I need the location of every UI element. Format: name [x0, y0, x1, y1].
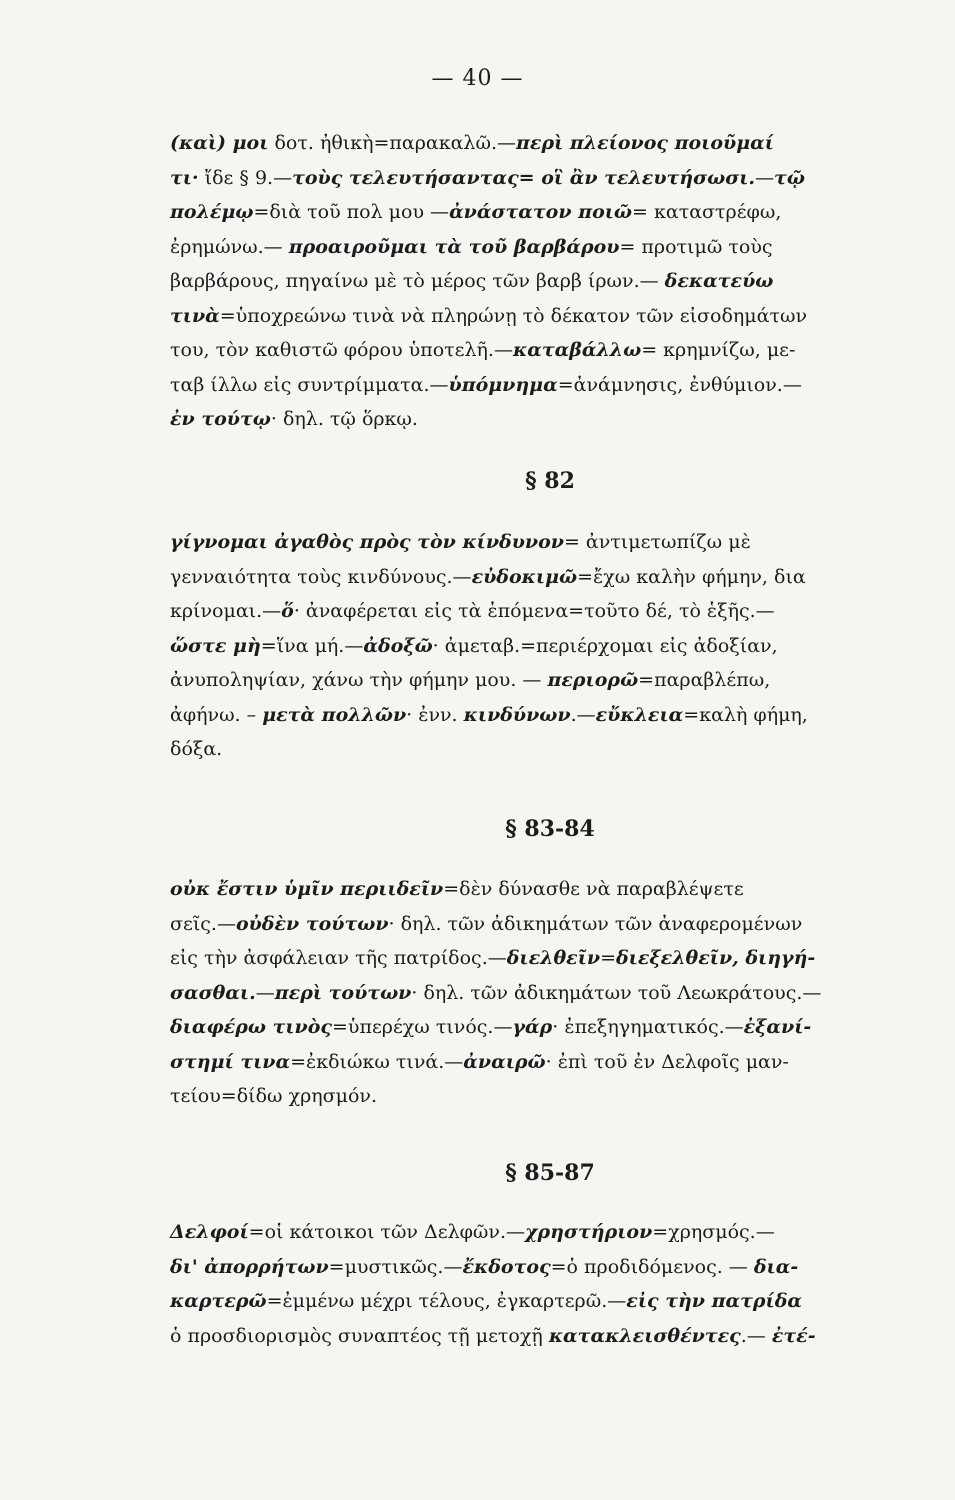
lemma-text: ἐτέ-	[771, 1324, 816, 1347]
lemma-text: εὐδοκιμῶ	[471, 565, 578, 588]
gloss-text: =παραβλέπω,	[638, 669, 771, 691]
gloss-text: του, τὸν καθιστῶ φόρου ὑποτελῆ.—	[170, 339, 513, 361]
lemma-text: εὔκλεια	[595, 703, 684, 726]
gloss-text: —	[255, 981, 275, 1004]
section-heading-82: § 82	[525, 468, 575, 494]
lemma-text: γάρ	[512, 1016, 553, 1038]
line	[170, 669, 770, 691]
line	[170, 132, 774, 154]
gloss-text: ταβ ίλλω εἰς συντρίμματα.—	[170, 373, 449, 396]
line	[170, 982, 821, 1004]
lemma-text: γίγνομαι ἀγαθὸς πρὸς τὸν κίνδυνον	[170, 531, 564, 553]
lemma-text: περιορῶ	[547, 669, 639, 691]
gloss-text: =ὑπερέχω τινός.—	[331, 1016, 513, 1038]
lemma-text: καρτερῶ	[170, 1290, 267, 1312]
lemma-text: (καὶ) μοι	[170, 132, 269, 154]
gloss-text: .—	[740, 1324, 772, 1347]
line	[170, 1051, 789, 1073]
lemma-text: τι·	[170, 166, 199, 189]
gloss-text: τείου=δίδω χρησμόν.	[170, 1085, 377, 1107]
gloss-text: .—	[570, 703, 596, 726]
lemma-text: περὶ τούτων	[274, 981, 412, 1004]
lemma-text: ὅ	[281, 600, 294, 622]
gloss-text: =ἔχω καλὴν φήμην, δια	[577, 565, 806, 588]
gloss-text: βαρβάρους, πηγαίνω μὲ τὸ μέρος τῶν βαρβ ίρων.—	[170, 270, 665, 292]
gloss-text: δοτ. ἠθικὴ=παρακαλῶ.—	[268, 132, 516, 154]
gloss-text: · ἀμεταβ.=περιέρχομαι εἰς ἀδοξίαν,	[432, 634, 778, 657]
lemma-text: καταβάλλω	[512, 339, 642, 361]
line	[170, 1325, 816, 1347]
line	[170, 566, 806, 588]
gloss-text: ἀνυποληψίαν, χάνω τὴν φήμην μου. —	[170, 669, 548, 691]
line	[170, 704, 808, 726]
section-heading-83-84: § 83-84	[505, 816, 595, 842]
line	[170, 1221, 775, 1243]
lemma-text: οὐδὲν τούτων	[235, 912, 389, 935]
lemma-text: δεκατεύω	[664, 270, 774, 292]
lemma-text: κινδύνων	[463, 703, 571, 726]
lemma-text: διελθεῖν	[506, 947, 601, 969]
line	[170, 339, 795, 361]
gloss-text: =καλὴ φήμη,	[683, 703, 808, 726]
gloss-text: · δηλ. τῷ ὅρκῳ.	[270, 408, 418, 430]
line	[170, 600, 775, 622]
gloss-text: · ἐνν.	[406, 703, 464, 726]
line	[170, 236, 773, 258]
lemma-text: διεξελθεῖν, διηγή-	[616, 947, 816, 969]
lemma-text: ἀναιρῶ	[463, 1050, 546, 1073]
gloss-text: · ἀναφέρεται εἰς τὰ ἑπόμενα=τοῦτο δέ, τὸ ἑξῆς.—	[293, 600, 775, 622]
gloss-text: =δὲν δύνασθε νὰ παραβλέψετε	[443, 878, 744, 900]
line	[170, 201, 781, 223]
para-82	[170, 525, 928, 767]
lemma-text: ὑπόμνημα	[448, 373, 558, 396]
line	[170, 878, 744, 900]
lemma-text: εἰς τὴν πατρίδα	[626, 1290, 803, 1312]
gloss-text: εἰς τὴν ἀσφάλειαν τῆς πατρίδος.—	[170, 947, 507, 969]
gloss-text: κρίνομαι.—	[170, 600, 282, 622]
lemma-text: μετὰ πολλῶν	[262, 703, 407, 726]
gloss-text: ὁ προσδιορισμὸς συναπτέος τῇ μετοχῇ	[170, 1324, 549, 1347]
gloss-text: · δηλ. τῶν ἀδικημάτων τοῦ Λεωκράτους.—	[411, 981, 822, 1004]
lemma-text: οὐκ ἔστιν ὑμῖν περιιδεῖν	[170, 878, 444, 900]
line	[170, 738, 222, 760]
lemma-text: ἐξανί-	[743, 1016, 812, 1038]
line	[170, 947, 815, 969]
page-number: — 40 —	[431, 66, 524, 91]
lemma-text: τινὰ	[170, 304, 220, 327]
lemma-text: ἀδοξῶ	[363, 634, 433, 657]
section-heading-85-87: § 85-87	[505, 1160, 595, 1186]
gloss-text: = ἀντιμετωπίζω μὲ	[563, 531, 751, 553]
line	[170, 635, 778, 657]
lemma-text: προαιροῦμαι τὰ τοῦ βαρβάρου	[288, 235, 620, 258]
line	[170, 270, 773, 292]
section-81-notes	[170, 126, 928, 437]
lemma-text: κατακλεισθέντες	[548, 1324, 741, 1347]
section-85-87-notes	[170, 1215, 928, 1353]
gloss-text: =μυστικῶς.—	[328, 1255, 463, 1278]
lemma-text: στημί τινα	[170, 1050, 291, 1073]
line	[170, 913, 802, 935]
lemma-text: περὶ πλείονος ποιοῦμαί	[516, 132, 774, 154]
gloss-text: ἐρημώνω.—	[170, 235, 289, 258]
gloss-text: σεῖς.—	[170, 912, 236, 935]
lemma-text: ἔκδοτος	[462, 1255, 551, 1278]
gloss-text: δόξα.	[170, 738, 223, 760]
gloss-text: =ἵνα μή.—	[260, 634, 364, 657]
section-83-84-notes	[170, 872, 928, 1114]
gloss-text: =ἐμμένω μέχρι τέλους, ἐγκαρτερῶ.—	[266, 1290, 627, 1312]
lemma-text: Δελφοί	[170, 1221, 249, 1243]
lemma-text: τῷ	[774, 166, 805, 189]
gloss-text: =ὁ προδιδόμενος. —	[550, 1255, 754, 1278]
lemma-text: διαφέρω τινὸς	[170, 1016, 332, 1038]
line	[170, 531, 751, 553]
gloss-text: =χρησμός.—	[652, 1221, 775, 1243]
para-85-87	[170, 1215, 928, 1353]
line	[170, 1290, 802, 1312]
lemma-text: τοὺς τελευτήσαντας= οἳ ἂν τελευτήσωσι.	[292, 166, 756, 189]
gloss-text: =ἐκδιώκω τινά.—	[290, 1050, 464, 1073]
gloss-text: =ὑποχρεώνω τινὰ νὰ πληρώνῃ τὸ δέκατον τῶν εἰσοδημάτων	[219, 304, 808, 327]
line	[170, 1016, 811, 1038]
lemma-text: ἀνάστατον ποιῶ	[449, 201, 633, 223]
gloss-text: = κρημνίζω, με-	[641, 339, 796, 361]
para-81	[170, 126, 928, 437]
gloss-text: · δηλ. τῶν ἀδικημάτων τῶν ἀναφερομένων	[388, 912, 803, 935]
gloss-text: —	[755, 166, 775, 189]
gloss-text: · ἐπεξηγηματικός.—	[552, 1016, 744, 1038]
section-82-notes	[170, 525, 928, 767]
lemma-text: σασθαι.	[170, 981, 256, 1004]
line	[170, 1085, 377, 1107]
lemma-text: δι' ἀπορρήτων	[170, 1255, 329, 1278]
gloss-text: =	[600, 947, 616, 969]
line	[170, 374, 802, 396]
lemma-text: πολέμῳ	[170, 201, 254, 223]
gloss-text: · ἐπὶ τοῦ ἐν Δελφοῖς μαν-	[545, 1050, 789, 1073]
gloss-text: γενναιότητα τοὺς κινδύνους.—	[170, 565, 472, 588]
gloss-text: = προτιμῶ τοὺς	[619, 235, 773, 258]
para-83-84	[170, 872, 928, 1114]
line	[170, 167, 805, 189]
gloss-text: ἴδε § 9.—	[198, 166, 293, 189]
gloss-text: = καταστρέφω,	[632, 201, 782, 223]
line	[170, 305, 807, 327]
gloss-text: ἀφήνω. –	[170, 703, 263, 726]
lemma-text: δια-	[753, 1255, 799, 1278]
gloss-text: =ἀνάμνησις, ἐνθύμιον.—	[557, 373, 802, 396]
lemma-text: ἐν τούτῳ	[170, 408, 271, 430]
lemma-text: χρηστήριον	[525, 1221, 653, 1243]
lemma-text: ὥστε μὴ	[170, 634, 261, 657]
gloss-text: =οἱ κάτοικοι τῶν Δελφῶν.—	[248, 1221, 526, 1243]
line	[170, 408, 418, 430]
gloss-text: =διὰ τοῦ πολ μου —	[253, 201, 450, 223]
line	[170, 1256, 798, 1278]
